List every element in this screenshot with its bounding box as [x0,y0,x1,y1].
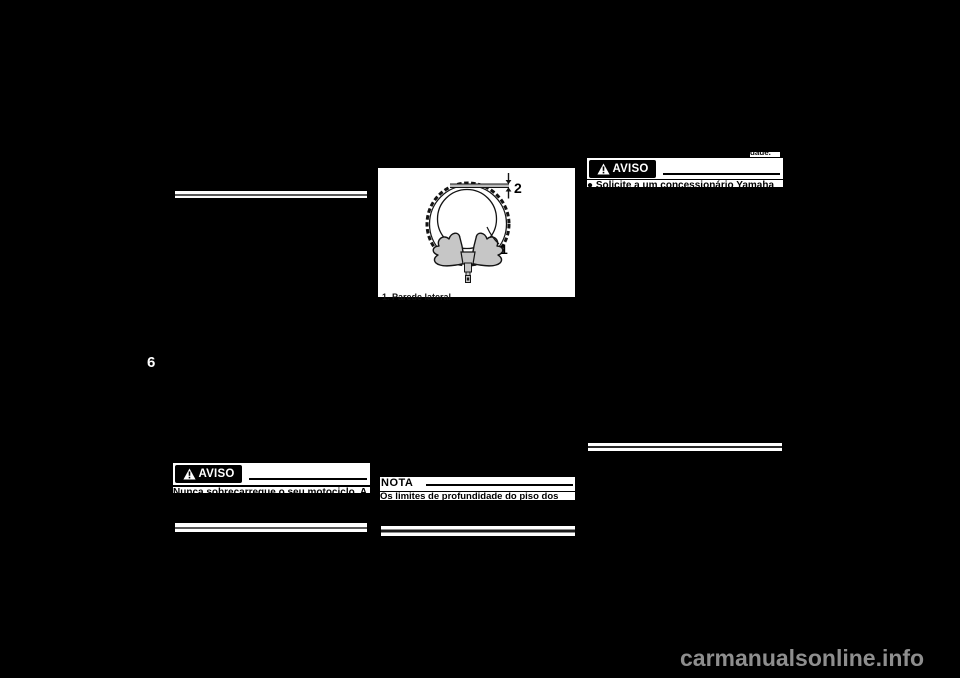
callout-label-2: 2 [514,180,522,196]
rim-center-channel [461,252,475,264]
note-header [380,477,575,491]
warning-badge [175,465,242,483]
callout-label-1: 1 [500,241,508,257]
valve-stem [465,263,472,283]
clipped-text-line-left: Nunca sobrecarregue o seu motociclo. A [173,487,370,493]
warning-triangle-icon [183,468,196,480]
warning-badge [589,160,656,178]
note-label: NOTA [381,477,414,489]
clipped-text-line-right: ● Solicite a um concessionário Yamaha [587,180,783,187]
warning-header-right [587,158,783,179]
separator-rule-left-bottom [175,523,367,532]
warning-label: AVISO [612,163,649,175]
chapter-number: 6 [147,354,156,371]
clipped-text-line-middle: Os limites de profundidade do piso dos [380,492,575,500]
warning-underline [249,478,367,480]
tire-cross-section-diagram [378,168,575,292]
separator-rule-middle-bottom [381,526,575,536]
tire-figure-panel [378,168,575,302]
warning-label: AVISO [198,468,235,480]
separator-rule-left-top [175,191,367,198]
warning-triangle-icon [597,163,610,175]
watermark: carmanualsonline.info [680,645,925,671]
note-underline [426,484,573,486]
clipped-text-fragment-right: dade. [750,152,780,157]
separator-rule-right-bottom [588,443,782,451]
warning-underline [663,173,780,175]
figure-caption-clipped: 1. Parede lateral [382,292,452,302]
warning-header-left [173,463,370,485]
